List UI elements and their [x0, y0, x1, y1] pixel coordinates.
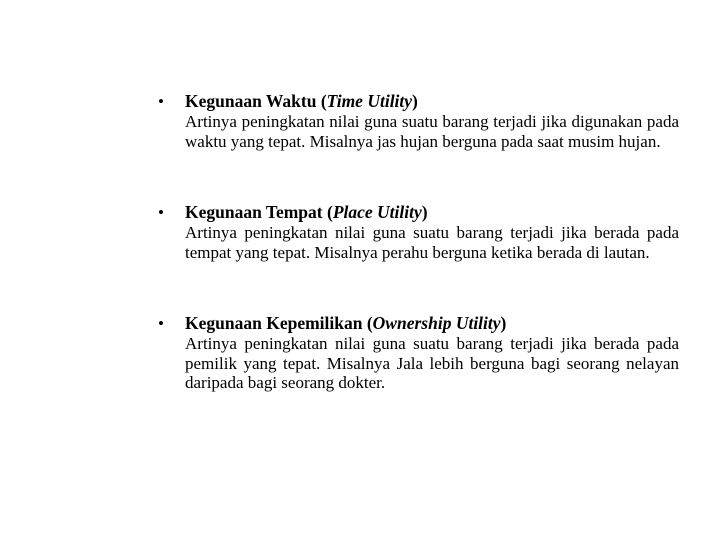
- item-heading: [157, 313, 687, 334]
- item-description: Artinya peningkatan nilai guna suatu barang terjadi jika berada pada tempat yang tepat. Misalnya perahu berguna ketika berada di lautan.: [185, 223, 679, 262]
- bullet-icon: •: [158, 203, 164, 222]
- item-description: Artinya peningkatan nilai guna suatu barang terjadi jika berada pada pemilik yang tepat. Misalnya Jala lebih berguna bagi seorang nelayan daripada bagi seorang dokter.: [185, 334, 679, 392]
- list-item-place-utility: [157, 202, 687, 262]
- heading-text: Kegunaan Kepemilikan (Ownership Utility): [185, 313, 507, 333]
- item-heading: [157, 91, 687, 112]
- bullet-icon: •: [158, 92, 164, 111]
- bullet-icon: •: [158, 314, 164, 333]
- list-item-time-utility: [157, 91, 687, 151]
- heading-text: Kegunaan Waktu (Time Utility): [185, 91, 418, 111]
- heading-text: Kegunaan Tempat (Place Utility): [185, 202, 428, 222]
- item-heading: [157, 202, 687, 223]
- list-item-ownership-utility: [157, 313, 687, 393]
- item-description: Artinya peningkatan nilai guna suatu barang terjadi jika digunakan pada waktu yang tepat. Misalnya jas hujan berguna pada saat musim hujan.: [185, 112, 679, 151]
